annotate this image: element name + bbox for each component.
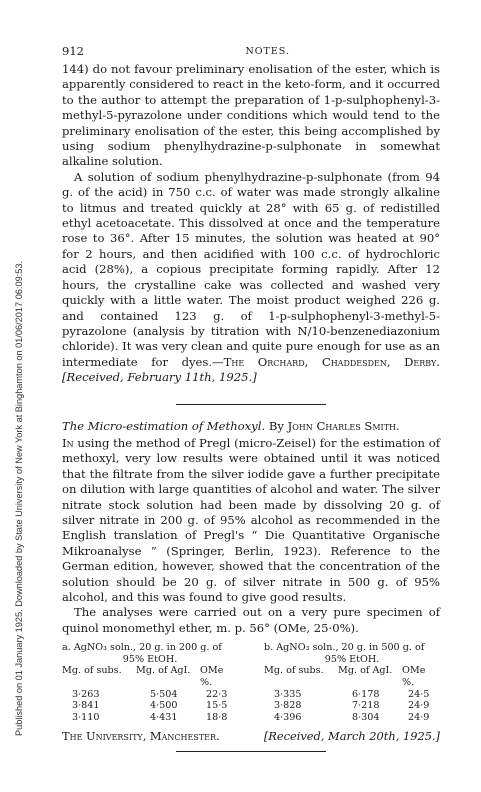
table-header-cell: Mg. of AgI. xyxy=(338,665,393,677)
table-b xyxy=(264,642,440,723)
table-cell: 22·3 xyxy=(206,688,228,700)
table-row xyxy=(264,712,440,724)
table-row xyxy=(62,700,238,712)
table-cell: 24·5 xyxy=(408,688,430,700)
table-header-cell: Mg. of subs. xyxy=(62,665,122,677)
footer-line xyxy=(62,729,440,743)
table-cell: 3·263 xyxy=(72,688,100,700)
paragraph-methoxyl xyxy=(62,436,440,605)
table-row xyxy=(62,689,238,701)
table-cell: 15·5 xyxy=(206,700,228,712)
section-author: John Charles Smith. xyxy=(287,418,400,433)
table-a-caption: a. AgNO₃ soln., 20 g. in 200 g. of xyxy=(62,642,222,654)
table-cell: 8·304 xyxy=(352,711,380,723)
procedure-author: The Orchard, Chaddesden, Derby. xyxy=(223,354,440,369)
procedure-received: [Received, February 11th, 1925.] xyxy=(62,370,257,385)
received-date: [Received, March 20th, 1925.] xyxy=(263,729,440,744)
table-header-cell: Mg. of subs. xyxy=(264,665,324,677)
paragraph-continued: 144) do not favour preliminary enolisation of the ester, which is apparently considered to react in the keto-form, and it occurred to the author to attempt the preparation of 1-p-sulphophenyl-3-methyl-5-pyrazolone under conditions which would tend to the preliminary enolisation of the ester, this being accomplished by using sodium phenylhydrazine-p-sulphonate in somewhat alkaline solution. xyxy=(62,62,440,169)
procedure-text: A solution of sodium phenylhydrazine-p-sulphonate (from 94 g. of the acid) in 750 c.c. of water was made strongly alkaline to litmus and treated quickly at 28° with 65 g. of redistilled ethyl acetoacetate. This dissolved at once and the temperature rose to 36°. After 15 minutes, the solution was heated at 90° for 2 hours, and then acidified with 100 c.c. of hydrochloric acid (28%), a copious precipitate forming rapidly. After 12 hours, the crystalline cake was collected and washed very quickly with a little water. The moist product weighed 226 g. and contained 123 g. of 1-p-sulphophenyl-3-methyl-5-pyrazolone (analysis by titration with N/10-benzenediazonium chloride). It was very clean and quite pure enough for use as an intermediate for dyes.— xyxy=(62,169,440,369)
table-header-cell: OMe %. xyxy=(200,665,224,688)
paragraph-procedure xyxy=(62,170,440,386)
end-divider xyxy=(176,751,326,752)
section-title xyxy=(62,419,440,434)
affiliation: The University, Manchester. xyxy=(62,729,220,744)
section-title-text: The Micro-estimation of Methoxyl. xyxy=(62,418,266,433)
table-header-cell: OMe %. xyxy=(402,665,426,688)
table-b-caption-2: 95% EtOH. xyxy=(324,653,380,665)
table-row xyxy=(264,689,440,701)
table-b-header xyxy=(264,665,440,688)
table-a-caption-2: 95% EtOH. xyxy=(122,653,178,665)
table-header-cell: Mg. of AgI. xyxy=(136,665,191,677)
table-cell: 18·8 xyxy=(206,711,228,723)
page-number: 912 xyxy=(62,44,84,58)
page-body xyxy=(62,44,440,752)
table-cell: 24·9 xyxy=(408,700,430,712)
methoxyl-text: using the method of Pregl (micro-Zeisel) for the estimation of methoxyl, very low results were obtained until it was noticed that the filtrate from the silver iodide gave a further precipitate on dilution with large quantities of alcohol and water. The silver nitrate stock solution had been made by dissolving 20 g. of silver nitrate in 200 g. of 95% alcohol as recommended in the English translation of Pregl's “ Die Quantitative Organische Mikroanalyse ” (Springer, Berlin, 1923). Reference to the German edition, however, showed that the concentration of the solution should be 20 g. of silver nitrate in 500 g. of 95% alcohol, and this was found to give good results. xyxy=(62,435,440,604)
download-notice-text: Published on 01 January 1925. Downloaded by State University of New York at Binghamton on 01/06/2017 06:09:53. xyxy=(14,260,24,736)
table-cell: 24·9 xyxy=(408,711,430,723)
table-row xyxy=(264,700,440,712)
table-a xyxy=(62,642,238,723)
section-divider xyxy=(176,404,326,405)
table-b-caption: b. AgNO₃ soln., 20 g. in 500 g. of xyxy=(264,642,425,654)
running-head xyxy=(62,44,440,58)
table-cell: 4·396 xyxy=(274,711,302,723)
table-cell: 7·218 xyxy=(352,700,380,712)
table-cell: 4·500 xyxy=(150,700,178,712)
table-row xyxy=(62,712,238,724)
table-cell: 6·178 xyxy=(352,688,380,700)
section-by: By xyxy=(268,418,284,433)
table-cell: 3·841 xyxy=(72,700,100,712)
lead-word: In xyxy=(62,435,74,450)
table-a-header xyxy=(62,665,238,688)
table-cell: 3·335 xyxy=(274,688,302,700)
running-title: NOTES. xyxy=(245,46,290,57)
download-notice-sidebar xyxy=(2,18,24,738)
table-cell: 3·828 xyxy=(274,700,302,712)
table-cell: 3·110 xyxy=(72,711,100,723)
table-cell: 4·431 xyxy=(150,711,178,723)
results-tables xyxy=(62,642,440,723)
table-cell: 5·504 xyxy=(150,688,178,700)
paragraph-analyses: The analyses were carried out on a very pure specimen of quinol monomethyl ether, m. p. 56° (OMe, 25·0%). xyxy=(62,605,440,635)
